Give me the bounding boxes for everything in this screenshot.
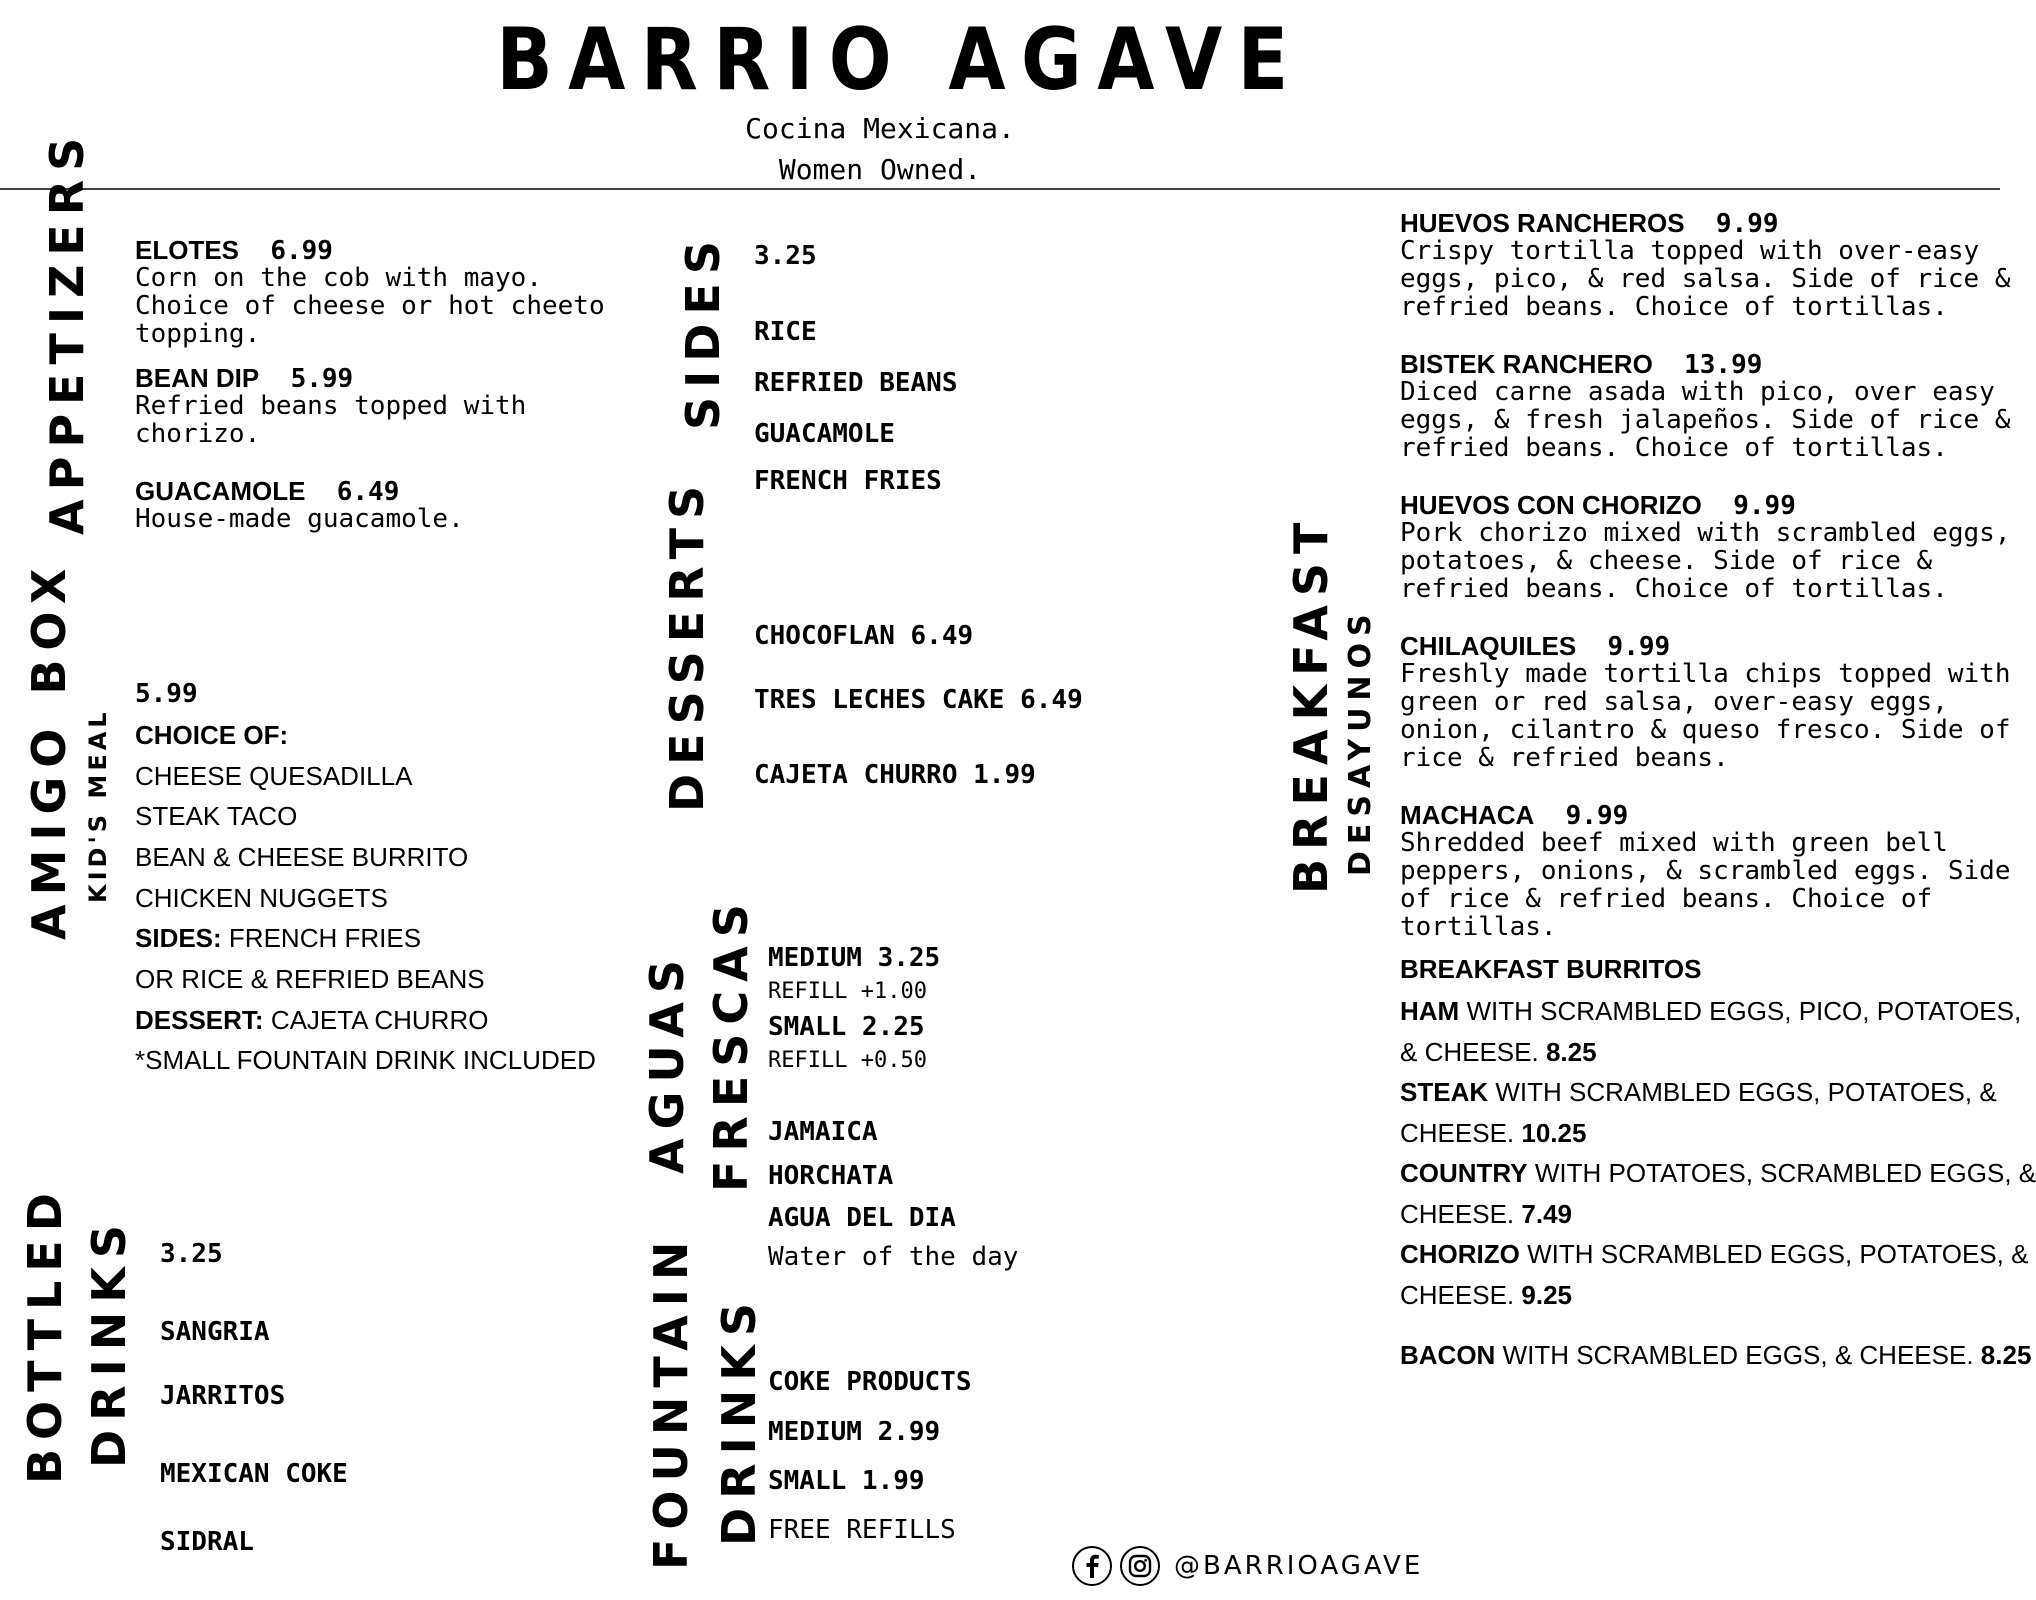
bottled-item: SANGRIA <box>160 1317 270 1347</box>
choice-item: CHICKEN NUGGETS <box>135 883 388 913</box>
item-description: Freshly made tortilla chips topped with green or red salsa, over-easy eggs, onion, cilantro & queso fresco. Side of rice & refried beans. <box>1400 659 2011 773</box>
bottled-item: JARRITOS <box>160 1381 286 1411</box>
bottled-item: SIDRAL <box>160 1527 254 1557</box>
facebook-icon[interactable] <box>1072 1546 1112 1586</box>
choice-label: CHOICE OF: <box>135 720 289 750</box>
item-description: Pork chorizo mixed with scrambled eggs, potatoes, & cheese. Side of rice & refried beans. Choice of tortillas. <box>1400 518 2011 604</box>
desserts-heading: DESSERTS <box>660 476 714 812</box>
burrito-item: STEAK WITH SCRAMBLED EGGS, POTATOES, & <box>1400 1077 1997 1107</box>
aguas-heading-line1: AGUAS <box>640 950 694 1174</box>
breakfast-heading: BREAKFAST <box>1284 513 1338 894</box>
drink-note: *SMALL FOUNTAIN DRINK INCLUDED <box>135 1045 596 1075</box>
sides-line: SIDES: FRENCH FRIES <box>135 923 422 953</box>
amigo-box-price: 5.99 <box>135 679 198 709</box>
desayunos-subheading: DESAYUNOS <box>1343 607 1378 876</box>
burritos-heading: BREAKFAST BURRITOS <box>1400 954 1702 984</box>
side-item: GUACAMOLE <box>754 419 895 449</box>
fountain-line: COKE PRODUCTS <box>768 1367 972 1397</box>
fountain-heading-line1: FOUNTAIN <box>644 1232 698 1570</box>
item-description: Shredded beef mixed with green bell peppers, onions, & scrambled eggs. Side of rice & refried beans. Choice of tortillas. <box>1400 828 2011 942</box>
aguas-small: SMALL 2.25 <box>768 1012 925 1042</box>
agua-flavor: JAMAICA <box>768 1117 878 1147</box>
choice-item: BEAN & CHEESE BURRITO <box>135 842 469 872</box>
agua-flavor: AGUA DEL DIA <box>768 1203 956 1233</box>
fountain-heading-line2: DRINKS <box>712 1294 766 1546</box>
side-item: FRENCH FRIES <box>754 466 942 496</box>
fountain-line: MEDIUM 2.99 <box>768 1417 941 1447</box>
kids-meal-subheading: KID'S MEAL <box>84 708 112 903</box>
aguas-medium: MEDIUM 3.25 <box>768 943 941 973</box>
item-description: Diced carne asada with pico, over easy eggs, & fresh jalapeños. Side of rice & refried beans. Choice of tortillas. <box>1400 377 2011 463</box>
dessert-item: CAJETA CHURRO 1.99 <box>754 760 1036 790</box>
social-links <box>1072 1546 1423 1586</box>
agua-del-dia-note: Water of the day <box>768 1242 1019 1272</box>
side-item: REFRIED BEANS <box>754 368 958 398</box>
appetizers-heading: APPETIZERS <box>40 128 94 535</box>
burrito-item: CHORIZO WITH SCRAMBLED EGGS, POTATOES, & <box>1400 1239 2029 1269</box>
bottled-price: 3.25 <box>160 1239 223 1269</box>
burrito-item-cont: & CHEESE. 8.25 <box>1400 1037 1597 1067</box>
aguas-heading-line2: FRESCAS <box>704 895 758 1192</box>
breakfast-item: CHILAQUILES 9.99 <box>1400 631 1671 662</box>
burrito-item-cont: CHEESE. 10.25 <box>1400 1118 1587 1148</box>
bottled-heading-line2: DRINKS <box>82 1216 136 1468</box>
aguas-medium-refill: REFILL +1.00 <box>768 979 927 1004</box>
burrito-item-cont: CHEESE. 7.49 <box>1400 1199 1572 1229</box>
dessert-item: TRES LECHES CAKE 6.49 <box>754 685 1083 715</box>
menu-item: BEAN DIP 5.99 <box>135 363 354 394</box>
agua-flavor: HORCHATA <box>768 1161 894 1191</box>
item-description: Corn on the cob with mayo. Choice of cheese or hot cheeto topping. <box>135 263 605 349</box>
amigo-box-heading: AMIGO BOX <box>22 559 76 940</box>
tagline-cuisine: Cocina Mexicana. <box>745 112 1015 145</box>
dessert-line: DESSERT: CAJETA CHURRO <box>135 1005 489 1035</box>
fountain-line: SMALL 1.99 <box>768 1466 925 1496</box>
burrito-item-cont: CHEESE. 9.25 <box>1400 1280 1572 1310</box>
burrito-item: BACON WITH SCRAMBLED EGGS, & CHEESE. 8.25 <box>1400 1340 2032 1370</box>
social-handle[interactable]: @BARRIOAGAVE <box>1174 1551 1424 1581</box>
item-description: Refried beans topped with chorizo. <box>135 391 527 449</box>
breakfast-item: MACHACA 9.99 <box>1400 800 1629 831</box>
item-description: Crispy tortilla topped with over-easy eggs, pico, & red salsa. Side of rice & refried beans. Choice of tortillas. <box>1400 236 2011 322</box>
fountain-refills: FREE REFILLS <box>768 1515 956 1545</box>
menu-item: GUACAMOLE 6.49 <box>135 476 400 507</box>
bottled-item: MEXICAN COKE <box>160 1459 348 1489</box>
choice-item: CHEESE QUESADILLA <box>135 761 413 791</box>
dessert-item: CHOCOFLAN 6.49 <box>754 621 974 651</box>
breakfast-item: HUEVOS CON CHORIZO 9.99 <box>1400 490 1796 521</box>
breakfast-item: HUEVOS RANCHEROS 9.99 <box>1400 208 1779 239</box>
tagline-owned: Women Owned. <box>778 153 982 186</box>
restaurant-name: BARRIO AGAVE <box>496 10 1304 110</box>
burrito-item: HAM WITH SCRAMBLED EGGS, PICO, POTATOES, <box>1400 996 2022 1026</box>
item-description: House-made guacamole. <box>135 504 464 534</box>
aguas-small-refill: REFILL +0.50 <box>768 1048 927 1073</box>
sides-price: 3.25 <box>754 241 817 271</box>
sides-line: OR RICE & REFRIED BEANS <box>135 964 485 994</box>
header-divider <box>0 188 2000 190</box>
bottled-heading-line1: BOTTLED <box>18 1184 72 1484</box>
side-item: RICE <box>754 317 817 347</box>
choice-item: STEAK TACO <box>135 801 298 831</box>
instagram-icon[interactable] <box>1120 1546 1160 1586</box>
burrito-item: COUNTRY WITH POTATOES, SCRAMBLED EGGS, & <box>1400 1158 2036 1188</box>
breakfast-item: BISTEK RANCHERO 13.99 <box>1400 349 1763 380</box>
sides-heading: SIDES <box>676 232 730 430</box>
menu-item: ELOTES 6.99 <box>135 235 333 266</box>
